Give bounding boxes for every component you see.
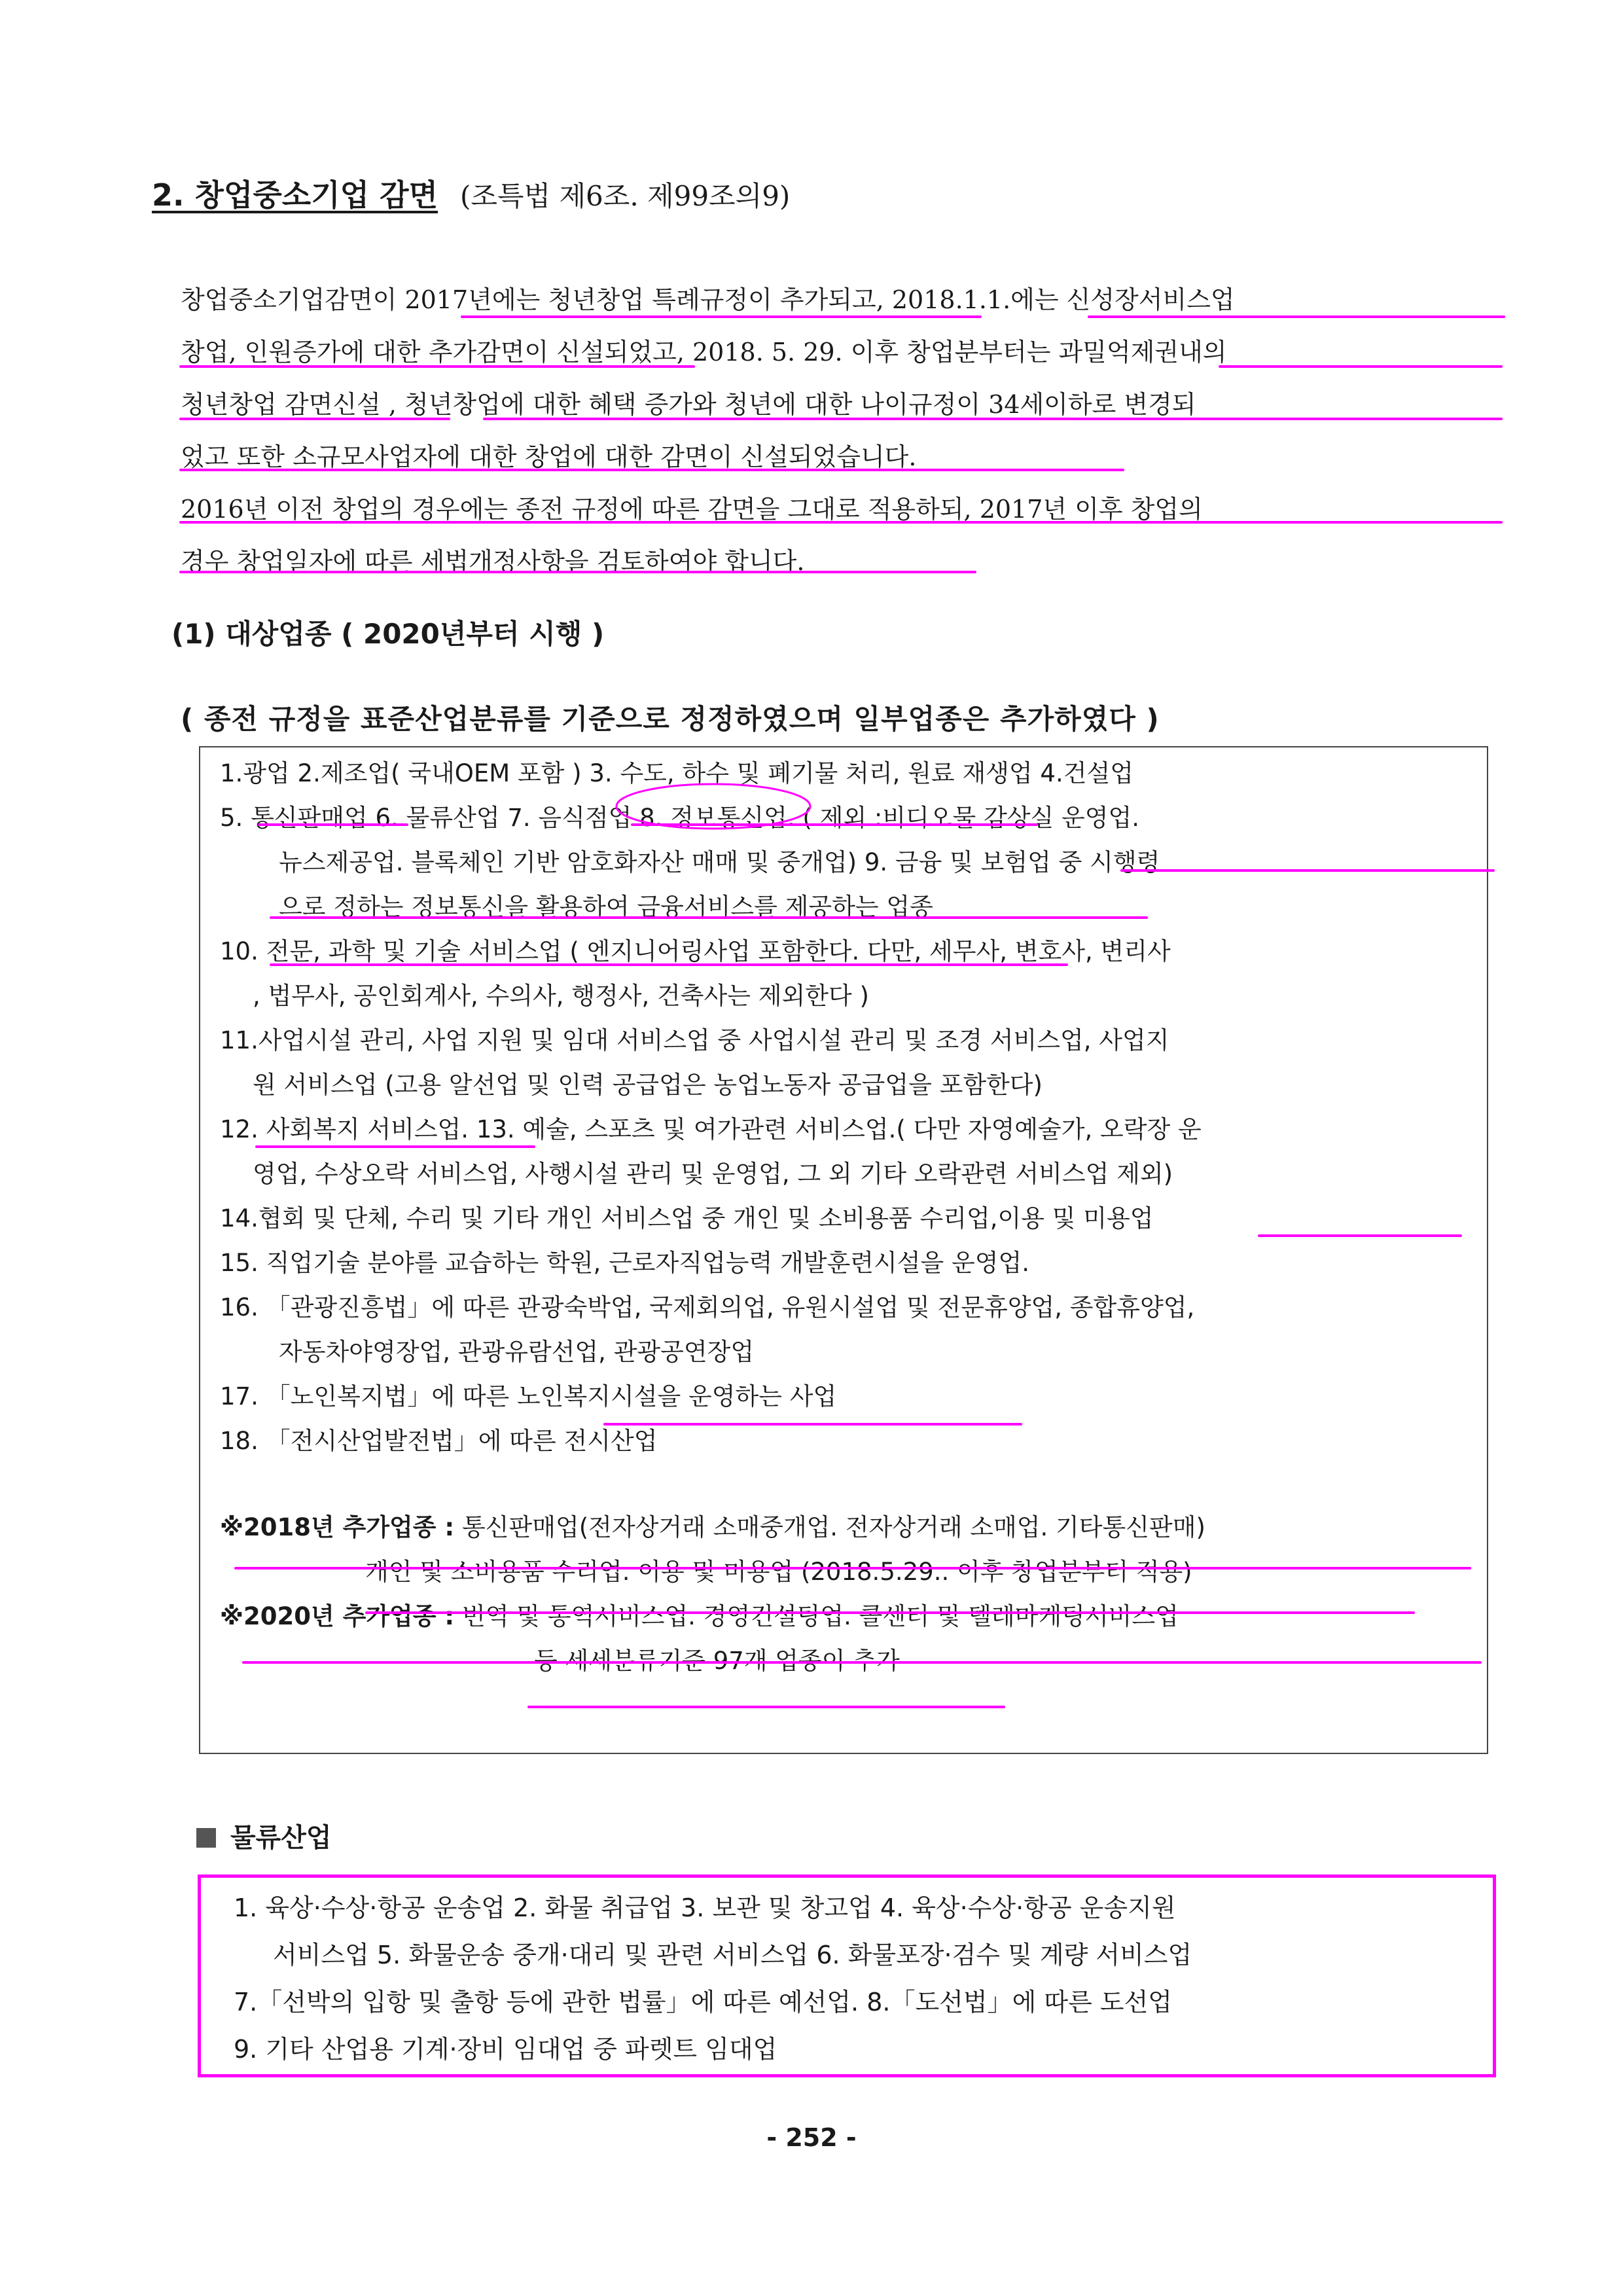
industry-line: 18. 「전시산업발전법」에 따른 전시산업 <box>220 1427 658 1455</box>
industry-line: 원 서비스업 (고용 알선업 및 인력 공급업은 농업노동자 공급업을 포함한다) <box>253 1071 1043 1099</box>
logistics-line: 1. 육상·수상·항공 운송업 2. 화물 취급업 3. 보관 및 창고업 4. 육상·수상·항공 운송지원 <box>234 1893 1176 1922</box>
addition-2018 <box>220 1505 1478 1550</box>
section-law-reference: (조특법 제6조. 제99조의9) <box>460 180 791 212</box>
section-title <box>152 171 790 215</box>
intro-line: 청년창업 감면신설 , 청년창업에 대한 혜택 증가와 청년에 대한 나이규정이 34세이하로 변경되 <box>181 390 1196 419</box>
industry-line: 뉴스제공업. 블록체인 기반 암호화자산 매매 및 중개업) 9. 금융 및 보험업 중 시행령 <box>279 848 1160 876</box>
addition-2020-label: ※2020년 추가업종 : <box>220 1602 455 1630</box>
industry-line: , 법무사, 공인회계사, 수의사, 행정사, 건축사는 제외한다 ) <box>253 982 869 1010</box>
addition-2018-text: 통신판매업(전자상거래 소매중개업. 전자상거래 소매업. 기타통신판매) <box>461 1513 1205 1541</box>
intro-paragraph <box>181 274 1496 588</box>
intro-line: 창업중소기업감면이 2017년에는 청년창업 특례규정이 추가되고, 2018.1.1.에는 신성장서비스업 <box>181 285 1235 314</box>
square-bullet-icon <box>196 1828 216 1848</box>
section-title-text: 2. 창업중소기업 감면 <box>152 177 438 213</box>
subsection-note: ( 종전 규정을 표준산업분류를 기준으로 정정하였으며 일부업종은 추가하였다 ) <box>181 703 1160 735</box>
industry-line: 5. 통신판매업 6. 물류산업 7. 음식점업 8. 정보통신업. ( 제외 :비디오물 감상실 운영업. <box>220 804 1140 832</box>
industry-line: 17. 「노인복지법」에 따른 노인복지시설을 운영하는 사업 <box>220 1382 837 1410</box>
industry-line: 12. 사회복지 서비스업. 13. 예술, 스포츠 및 여가관련 서비스업.( 다만 자영예술가, 오락장 운 <box>220 1115 1202 1143</box>
industry-line: 15. 직업기술 분야를 교습하는 학원, 근로자직업능력 개발훈련시설을 운영업. <box>220 1249 1029 1277</box>
intro-line: 었고 또한 소규모사업자에 대한 창업에 대한 감면이 신설되었습니다. <box>181 442 917 471</box>
industry-line: 1.광업 2.제조업( 국내OEM 포함 ) 3. 수도, 하수 및 폐기물 처리, 원료 재생업 4.건설업 <box>220 759 1133 787</box>
addition-2020-text: 번역 및 통역서비스업. 경영컨설팅업. 콜센터 및 텔레마케팅서비스업 <box>461 1602 1179 1630</box>
logistics-line: 7.「선박의 입항 및 출항 등에 관한 법률」에 따른 예선업. 8.「도선법」에 따른 도선업 <box>234 1988 1172 2017</box>
addition-2018-cont: 개인 및 소비용품 수리업. 이용 및 미용업 (2018.5.29.. 이후 창업분부터 적용) <box>365 1558 1192 1586</box>
logistics-heading-text: 물류산업 <box>230 1823 332 1853</box>
industry-line: 자동차야영장업, 관광유람선업, 관광공연장업 <box>279 1338 755 1366</box>
industry-line: 11.사업시설 관리, 사업 지원 및 임대 서비스업 중 사업시설 관리 및 조경 서비스업, 사업지 <box>220 1026 1169 1054</box>
intro-line: 2016년 이전 창업의 경우에는 종전 규정에 따른 감면을 그대로 적용하되, 2017년 이후 창업의 <box>181 495 1203 524</box>
logistics-heading <box>196 1817 332 1854</box>
addition-2020-cont: 등 세세분류기준 97개 업종이 추가 <box>534 1647 900 1675</box>
industry-line: 영업, 수상오락 서비스업, 사행시설 관리 및 운영업, 그 외 기타 오락관련 서비스업 제외) <box>253 1160 1173 1188</box>
page-number: - 252 - <box>766 2123 857 2152</box>
logistics-box <box>198 1874 1496 2077</box>
industry-line: 으로 정하는 정보통신을 활용하여 금융서비스를 제공하는 업종 <box>279 893 933 921</box>
industry-line: 14.협회 및 단체, 수리 및 기타 개인 서비스업 중 개인 및 소비용품 수리업,이용 및 미용업 <box>220 1204 1154 1232</box>
logistics-line: 서비스업 5. 화물운송 중개·대리 및 관련 서비스업 6. 화물포장·검수 및 계량 서비스업 <box>273 1941 1192 1969</box>
intro-line: 경우 창업일자에 따른 세법개정사항을 검토하여야 합니다. <box>181 547 805 576</box>
industry-line: 16. 「관광진흥법」에 따른 관광숙박업, 국제회의업, 유원시설업 및 전문휴양업, 종합휴양업, <box>220 1293 1195 1321</box>
subsection-title: (1) 대상업종 ( 2020년부터 시행 ) <box>171 618 605 650</box>
addition-2020 <box>220 1594 1478 1639</box>
industry-line: 10. 전문, 과학 및 기술 서비스업 ( 엔지니어링사업 포함한다. 다만, 세무사, 변호사, 변리사 <box>220 937 1171 965</box>
eligible-industries-box <box>199 746 1488 1754</box>
logistics-line: 9. 기타 산업용 기계·장비 임대업 중 파렛트 임대업 <box>234 2035 777 2064</box>
addition-2018-label: ※2018년 추가업종 : <box>220 1513 455 1541</box>
intro-line: 창업, 인원증가에 대한 추가감면이 신설되었고, 2018. 5. 29. 이후 창업분부터는 과밀억제권내의 <box>181 338 1227 367</box>
